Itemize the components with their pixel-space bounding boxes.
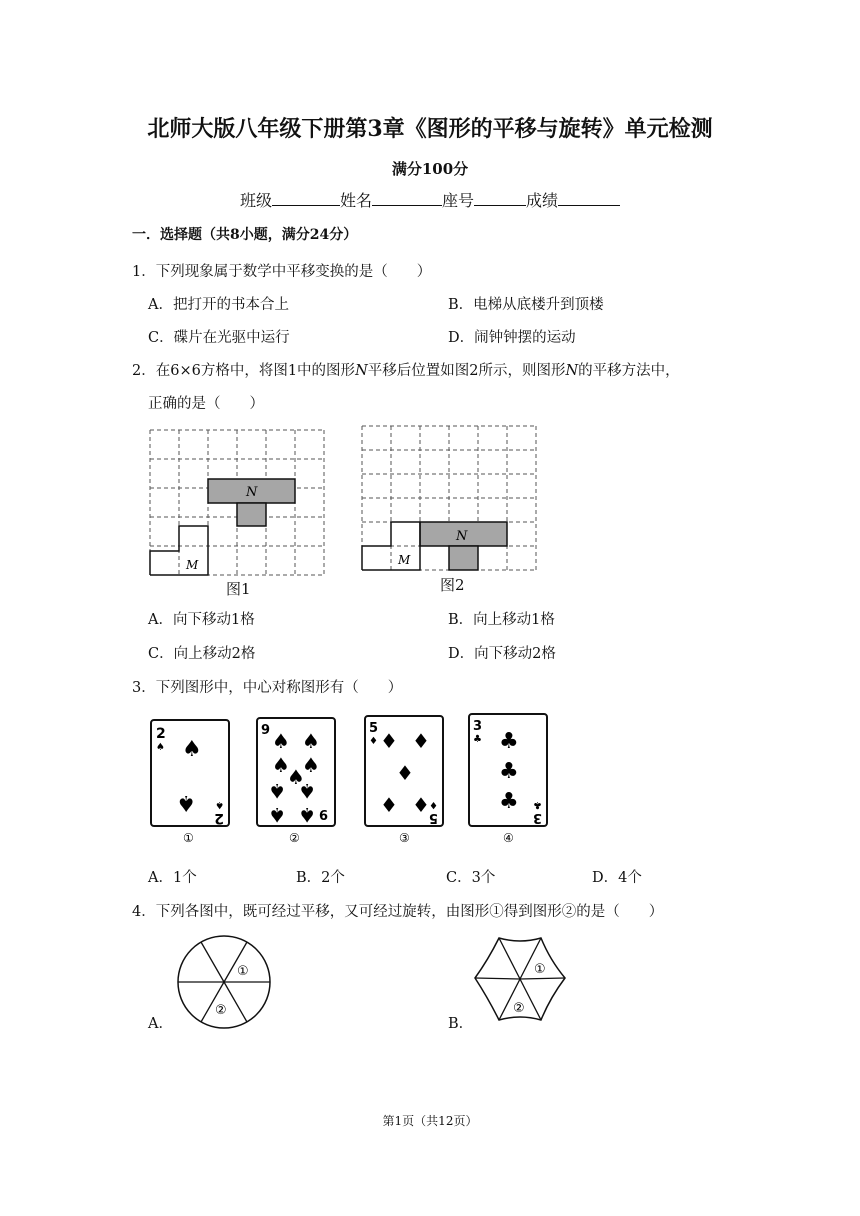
student-info-line xyxy=(0,188,860,211)
name-blank[interactable] xyxy=(372,189,442,206)
card3-corner-suit-bottom: ♦ xyxy=(429,799,438,810)
card4-rank: 3 xyxy=(473,719,483,734)
card3-rank-bottom: 5 xyxy=(428,810,438,825)
q3-option-a[interactable]: A．1个 xyxy=(148,870,197,886)
q1-option-a[interactable]: A．把打开的书本合上 xyxy=(148,297,289,313)
card4-pip-3: ♣ xyxy=(499,789,519,814)
q1-option-d[interactable]: D．闹钟钟摆的运动 xyxy=(448,330,576,346)
q4-option-a[interactable]: A． xyxy=(148,1016,173,1032)
seat-blank[interactable] xyxy=(474,189,526,206)
card3-pip-1: ♦ xyxy=(380,729,398,753)
fig1-label-m: M xyxy=(186,558,199,572)
card4-corner-suit: ♣ xyxy=(473,734,482,745)
field-name-label: 姓名 xyxy=(339,191,372,210)
fig2-label-m: M xyxy=(398,553,411,567)
fig1-caption: 图1 xyxy=(226,580,251,598)
class-blank[interactable] xyxy=(272,189,340,206)
card2-pip-4: ♠ xyxy=(302,753,320,777)
card1-label: ① xyxy=(183,831,194,845)
q2-stem-continued: 正确的是（ ） xyxy=(148,396,264,412)
q2-figure-1 xyxy=(148,428,328,580)
q4b-label-1: ① xyxy=(534,962,546,977)
shape-m xyxy=(150,526,208,575)
q4-stem: 4．下列各图中，既可经过平移，又可经过旋转，由图形①得到图形②的是（ ） xyxy=(132,904,664,920)
card1-corner-suit: ♠ xyxy=(156,742,165,753)
card1-rank-bottom: 2 xyxy=(214,810,224,826)
fig2-label-n: N xyxy=(456,529,468,544)
q1-option-b[interactable]: B．电梯从底楼升到顶楼 xyxy=(448,297,604,313)
q2-stem-part-b: 平移后位置如图2所示，则图形 xyxy=(367,363,566,379)
field-score-label: 成绩 xyxy=(526,191,559,210)
card2-pip-1: ♠ xyxy=(272,729,290,753)
q2-option-c[interactable]: C．向上移动2格 xyxy=(148,646,256,662)
card4-pip-1: ♣ xyxy=(499,729,519,754)
card3-pip-4: ♦ xyxy=(380,793,398,817)
card4-rank-bottom: 3 xyxy=(532,810,542,825)
card1-pip-bottom: ♠ xyxy=(176,790,196,815)
q2-option-d[interactable]: D．向下移动2格 xyxy=(448,646,556,662)
card2-pip-5: ♠ xyxy=(287,765,305,789)
card1-rank: 2 xyxy=(156,726,166,742)
card4-label: ④ xyxy=(503,831,514,845)
card2-pip-3: ♠ xyxy=(272,753,290,777)
card3-pip-5: ♦ xyxy=(412,793,430,817)
card2-rank: 9 xyxy=(261,723,271,738)
card-2-spades xyxy=(148,718,234,846)
card3-pip-3: ♦ xyxy=(396,761,414,785)
q2-stem xyxy=(132,359,680,380)
card-5-diamonds xyxy=(362,714,448,846)
shape-n-stem xyxy=(237,503,266,526)
field-class-label: 班级 xyxy=(239,191,272,210)
q3-option-c[interactable]: C．3个 xyxy=(446,870,496,886)
q1-stem: 1．下列现象属于数学中平移变换的是（ ） xyxy=(132,264,432,280)
fig1-label-n: N xyxy=(246,485,258,500)
card3-label: ③ xyxy=(399,831,410,845)
q3-option-b[interactable]: B．2个 xyxy=(296,870,345,886)
score-blank[interactable] xyxy=(558,189,620,206)
q4-hexagon-figure xyxy=(470,930,570,1030)
card2-pip-9: ♠ xyxy=(298,803,316,827)
field-seat-label: 座号 xyxy=(442,191,475,210)
card2-label: ② xyxy=(289,831,300,845)
q2-figure-2 xyxy=(360,424,540,576)
card1-pip-top: ♠ xyxy=(182,737,202,762)
section-heading: 一．选择题（共8小题，满分24分） xyxy=(132,227,358,243)
q4b-label-2: ② xyxy=(513,1001,525,1016)
card2-pip-6: ♠ xyxy=(268,779,286,803)
card4-pip-2: ♣ xyxy=(499,759,519,784)
card3-corner-suit: ♦ xyxy=(369,736,378,747)
card2-pip-8: ♠ xyxy=(268,803,286,827)
q4a-label-1: ① xyxy=(237,964,249,979)
shape-n-stem-moved xyxy=(449,546,478,570)
q4-option-b[interactable]: B． xyxy=(448,1016,474,1032)
card2-rank-bottom: 9 xyxy=(318,806,328,821)
q2-option-a[interactable]: A．向下移动1格 xyxy=(148,612,255,628)
card4-corner-suit-bottom: ♣ xyxy=(533,799,542,810)
q3-stem: 3．下列图形中，中心对称图形有（ ） xyxy=(132,680,403,696)
page-title: 北师大版八年级下册第3章《图形的平移与旋转》单元检测 xyxy=(147,116,713,142)
q2-var-n: N xyxy=(355,363,368,379)
card-3-clubs xyxy=(466,712,552,846)
page-number: 第1页（共12页） xyxy=(382,1114,478,1128)
q2-option-b[interactable]: B．向上移动1格 xyxy=(448,612,555,628)
q2-var-n-2: N xyxy=(565,363,579,379)
fig2-caption: 图2 xyxy=(440,576,465,594)
q4-circle-figure xyxy=(174,932,274,1032)
q4a-label-2: ② xyxy=(215,1003,227,1018)
card-9-spades xyxy=(254,716,340,846)
card3-pip-2: ♦ xyxy=(412,729,430,753)
card2-pip-2: ♠ xyxy=(302,729,320,753)
card2-pip-7: ♠ xyxy=(298,779,316,803)
card1-corner-suit-bottom: ♠ xyxy=(215,799,224,810)
card3-rank: 5 xyxy=(369,721,379,736)
q2-stem-part-c: 的平移方法中， xyxy=(578,363,680,379)
q3-option-d[interactable]: D．4个 xyxy=(592,870,642,886)
q2-stem-part-a: 2．在6×6方格中，将图1中的图形 xyxy=(132,363,356,379)
q1-option-c[interactable]: C．碟片在光驱中运行 xyxy=(148,330,290,346)
full-score: 满分100分 xyxy=(391,160,469,178)
